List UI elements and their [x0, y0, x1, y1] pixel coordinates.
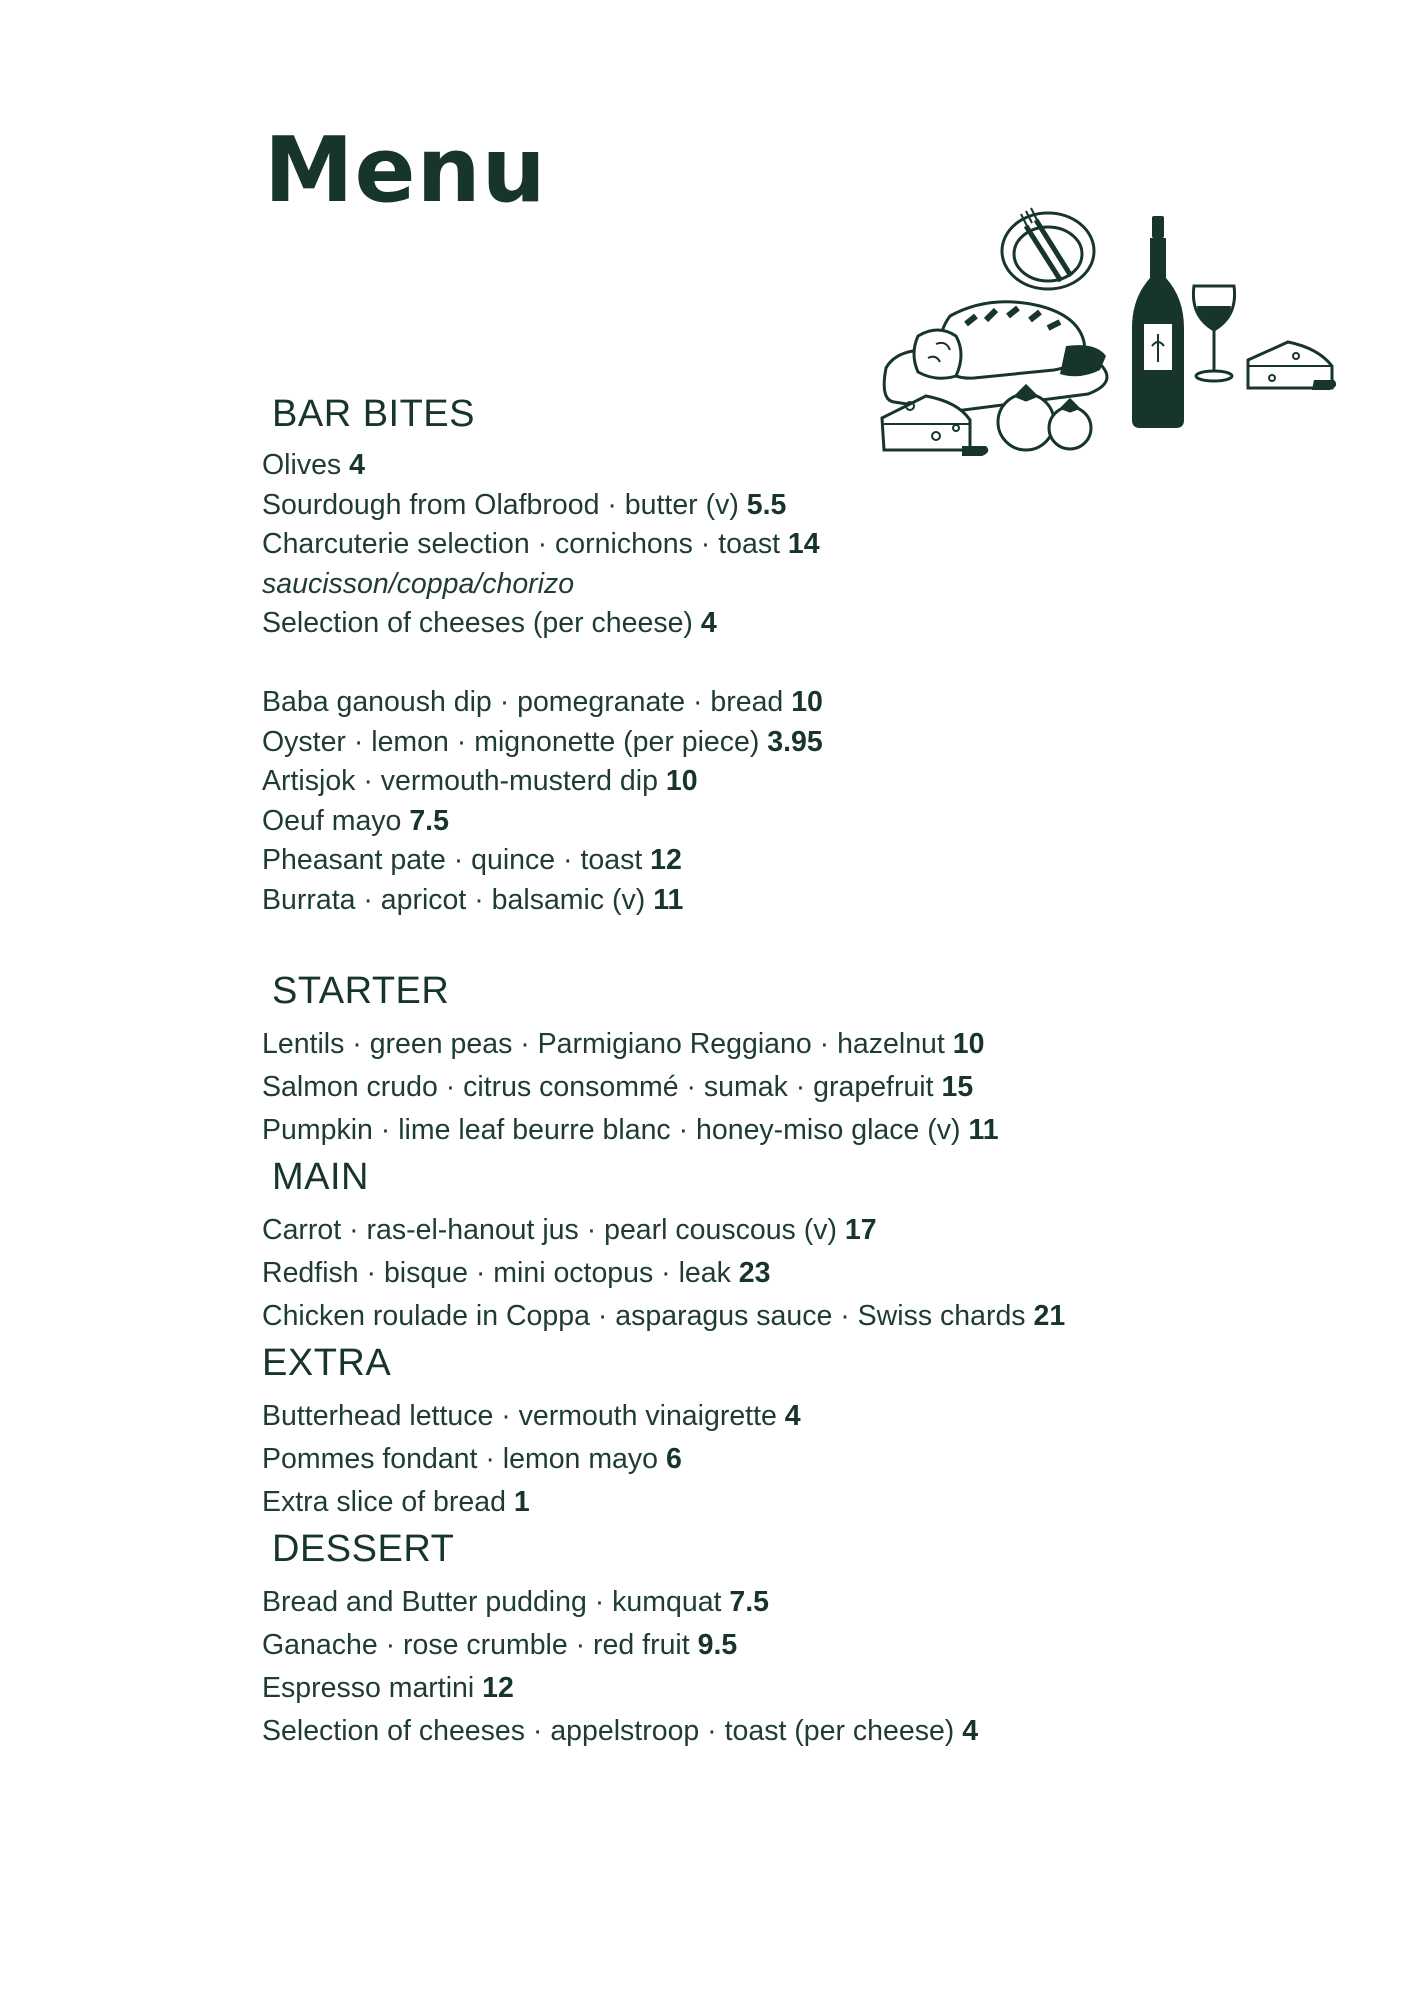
menu-item-cheeses [262, 604, 823, 644]
item-name: Baba ganoush dip · pomegranate · bread [262, 686, 784, 718]
item-price: 9.5 [697, 1629, 738, 1661]
section-heading-starter: STARTER [272, 970, 450, 1012]
item-price: 5.5 [746, 488, 787, 521]
item-price: 14 [787, 528, 820, 560]
item-price: 7.5 [409, 804, 449, 837]
item-name: Pheasant pate · quince · toast [262, 844, 651, 876]
item-name: Extra slice of bread [262, 1486, 506, 1518]
menu-item-pheasant-pate [262, 841, 823, 881]
menu-item-extra-bread [262, 1481, 801, 1524]
menu-list-starter [262, 1023, 999, 1152]
item-name: Butterhead lettuce · vermouth vinaigrette [262, 1400, 777, 1432]
item-name: Artisjok · vermouth-musterd dip [262, 765, 658, 797]
item-price: 17 [844, 1214, 877, 1246]
menu-item-artisjok [262, 762, 823, 802]
item-name: Redfish · bisque · mini octopus · leak [262, 1257, 731, 1289]
item-name: Charcuterie selection · cornichons · toast [262, 528, 788, 560]
spacer [262, 644, 823, 684]
menu-item-burrata [262, 881, 823, 921]
item-price: 4 [349, 449, 365, 481]
item-name: Salmon crudo · citrus consommé · sumak · grapefruit [262, 1071, 934, 1103]
item-name: Lentils · green peas · Parmigiano Reggiano · hazelnut [262, 1028, 945, 1060]
item-name: Selection of cheeses (per cheese) [262, 607, 693, 639]
item-price: 23 [738, 1257, 771, 1289]
item-price: 10 [791, 686, 823, 718]
item-price: 11 [653, 883, 684, 916]
plate-cutlery-icon [1002, 208, 1094, 289]
menu-list-extra [262, 1395, 801, 1524]
item-price: 10 [952, 1028, 985, 1060]
menu-item-pumpkin [262, 1109, 999, 1152]
section-heading-bar-bites: BAR BITES [272, 393, 475, 435]
item-name: Oeuf mayo [262, 804, 402, 837]
menu-item-oeuf-mayo [262, 802, 823, 842]
item-name: Ganache · rose crumble · red fruit [262, 1629, 690, 1661]
menu-item-cheese-selection [262, 1710, 978, 1753]
menu-list-dessert [262, 1581, 978, 1753]
item-price: 10 [665, 765, 698, 797]
bread-board-icon [884, 302, 1107, 413]
item-name: Pumpkin · lime leaf beurre blanc · honey-miso glace (v) [262, 1114, 961, 1146]
menu-item-lentils [262, 1023, 999, 1066]
item-price: 12 [650, 844, 682, 876]
page-title: Menu [264, 118, 547, 223]
section-dessert [262, 1528, 978, 1753]
wine-glass-icon [1193, 286, 1234, 381]
section-starter [262, 970, 999, 1152]
item-name: Oyster · lemon · mignonette (per piece) [262, 725, 760, 758]
menu-item-ganache [262, 1624, 978, 1667]
section-bar-bites [262, 393, 823, 920]
section-extra [262, 1342, 801, 1524]
section-heading-extra: EXTRA [262, 1342, 392, 1384]
item-price: 4 [784, 1400, 801, 1432]
menu-item-redfish [262, 1252, 1065, 1295]
item-price: 1 [513, 1486, 530, 1518]
item-name: Chicken roulade in Coppa · asparagus sauce · Swiss chards [262, 1300, 1026, 1332]
item-name: Carrot · ras-el-hanout jus · pearl couscous (v) [262, 1214, 837, 1246]
section-main [262, 1156, 1065, 1338]
menu-list-main [262, 1209, 1065, 1338]
menu-item-baba-ganoush [262, 683, 823, 723]
item-price: 15 [941, 1071, 974, 1103]
menu-item-espresso-martini [262, 1667, 978, 1710]
menu-item-oyster [262, 723, 823, 763]
item-price: 4 [700, 607, 717, 639]
menu-item-olives [262, 446, 823, 486]
item-name: Bread and Butter pudding · kumquat [262, 1586, 722, 1618]
section-heading-dessert: DESSERT [272, 1528, 455, 1570]
menu-item-carrot [262, 1209, 1065, 1252]
menu-item-charcuterie-note [262, 565, 823, 605]
menu-item-butterhead-lettuce [262, 1395, 801, 1438]
section-heading-main: MAIN [272, 1156, 369, 1198]
item-name: Espresso martini [262, 1672, 475, 1704]
item-price: 11 [968, 1114, 999, 1146]
item-name: Olives [262, 449, 342, 481]
menu-item-sourdough [262, 486, 823, 526]
menu-item-salmon-crudo [262, 1066, 999, 1109]
wine-bottle-icon [1132, 216, 1184, 428]
item-price: 21 [1033, 1300, 1066, 1332]
cheese-icon [1248, 342, 1336, 390]
menu-item-charcuterie [262, 525, 823, 565]
item-name: saucisson/coppa/chorizo [262, 567, 575, 600]
item-name: Sourdough from Olafbrood · butter (v) [262, 488, 739, 521]
menu-item-bread-butter-pudding [262, 1581, 978, 1624]
menu-item-pommes-fondant [262, 1438, 801, 1481]
menu-item-chicken-roulade [262, 1295, 1065, 1338]
item-name: Selection of cheeses · appelstroop · toast (per cheese) [262, 1715, 955, 1747]
cheese-icon [882, 396, 988, 456]
item-price: 6 [665, 1443, 682, 1475]
item-price: 4 [962, 1715, 979, 1747]
item-name: Pommes fondant · lemon mayo [262, 1443, 659, 1475]
item-price: 3.95 [767, 725, 823, 758]
item-price: 7.5 [729, 1586, 770, 1618]
menu-list-bar-bites [262, 446, 823, 920]
item-price: 12 [482, 1672, 514, 1704]
food-illustration [876, 196, 1336, 466]
item-name: Burrata · apricot · balsamic (v) [262, 883, 646, 916]
